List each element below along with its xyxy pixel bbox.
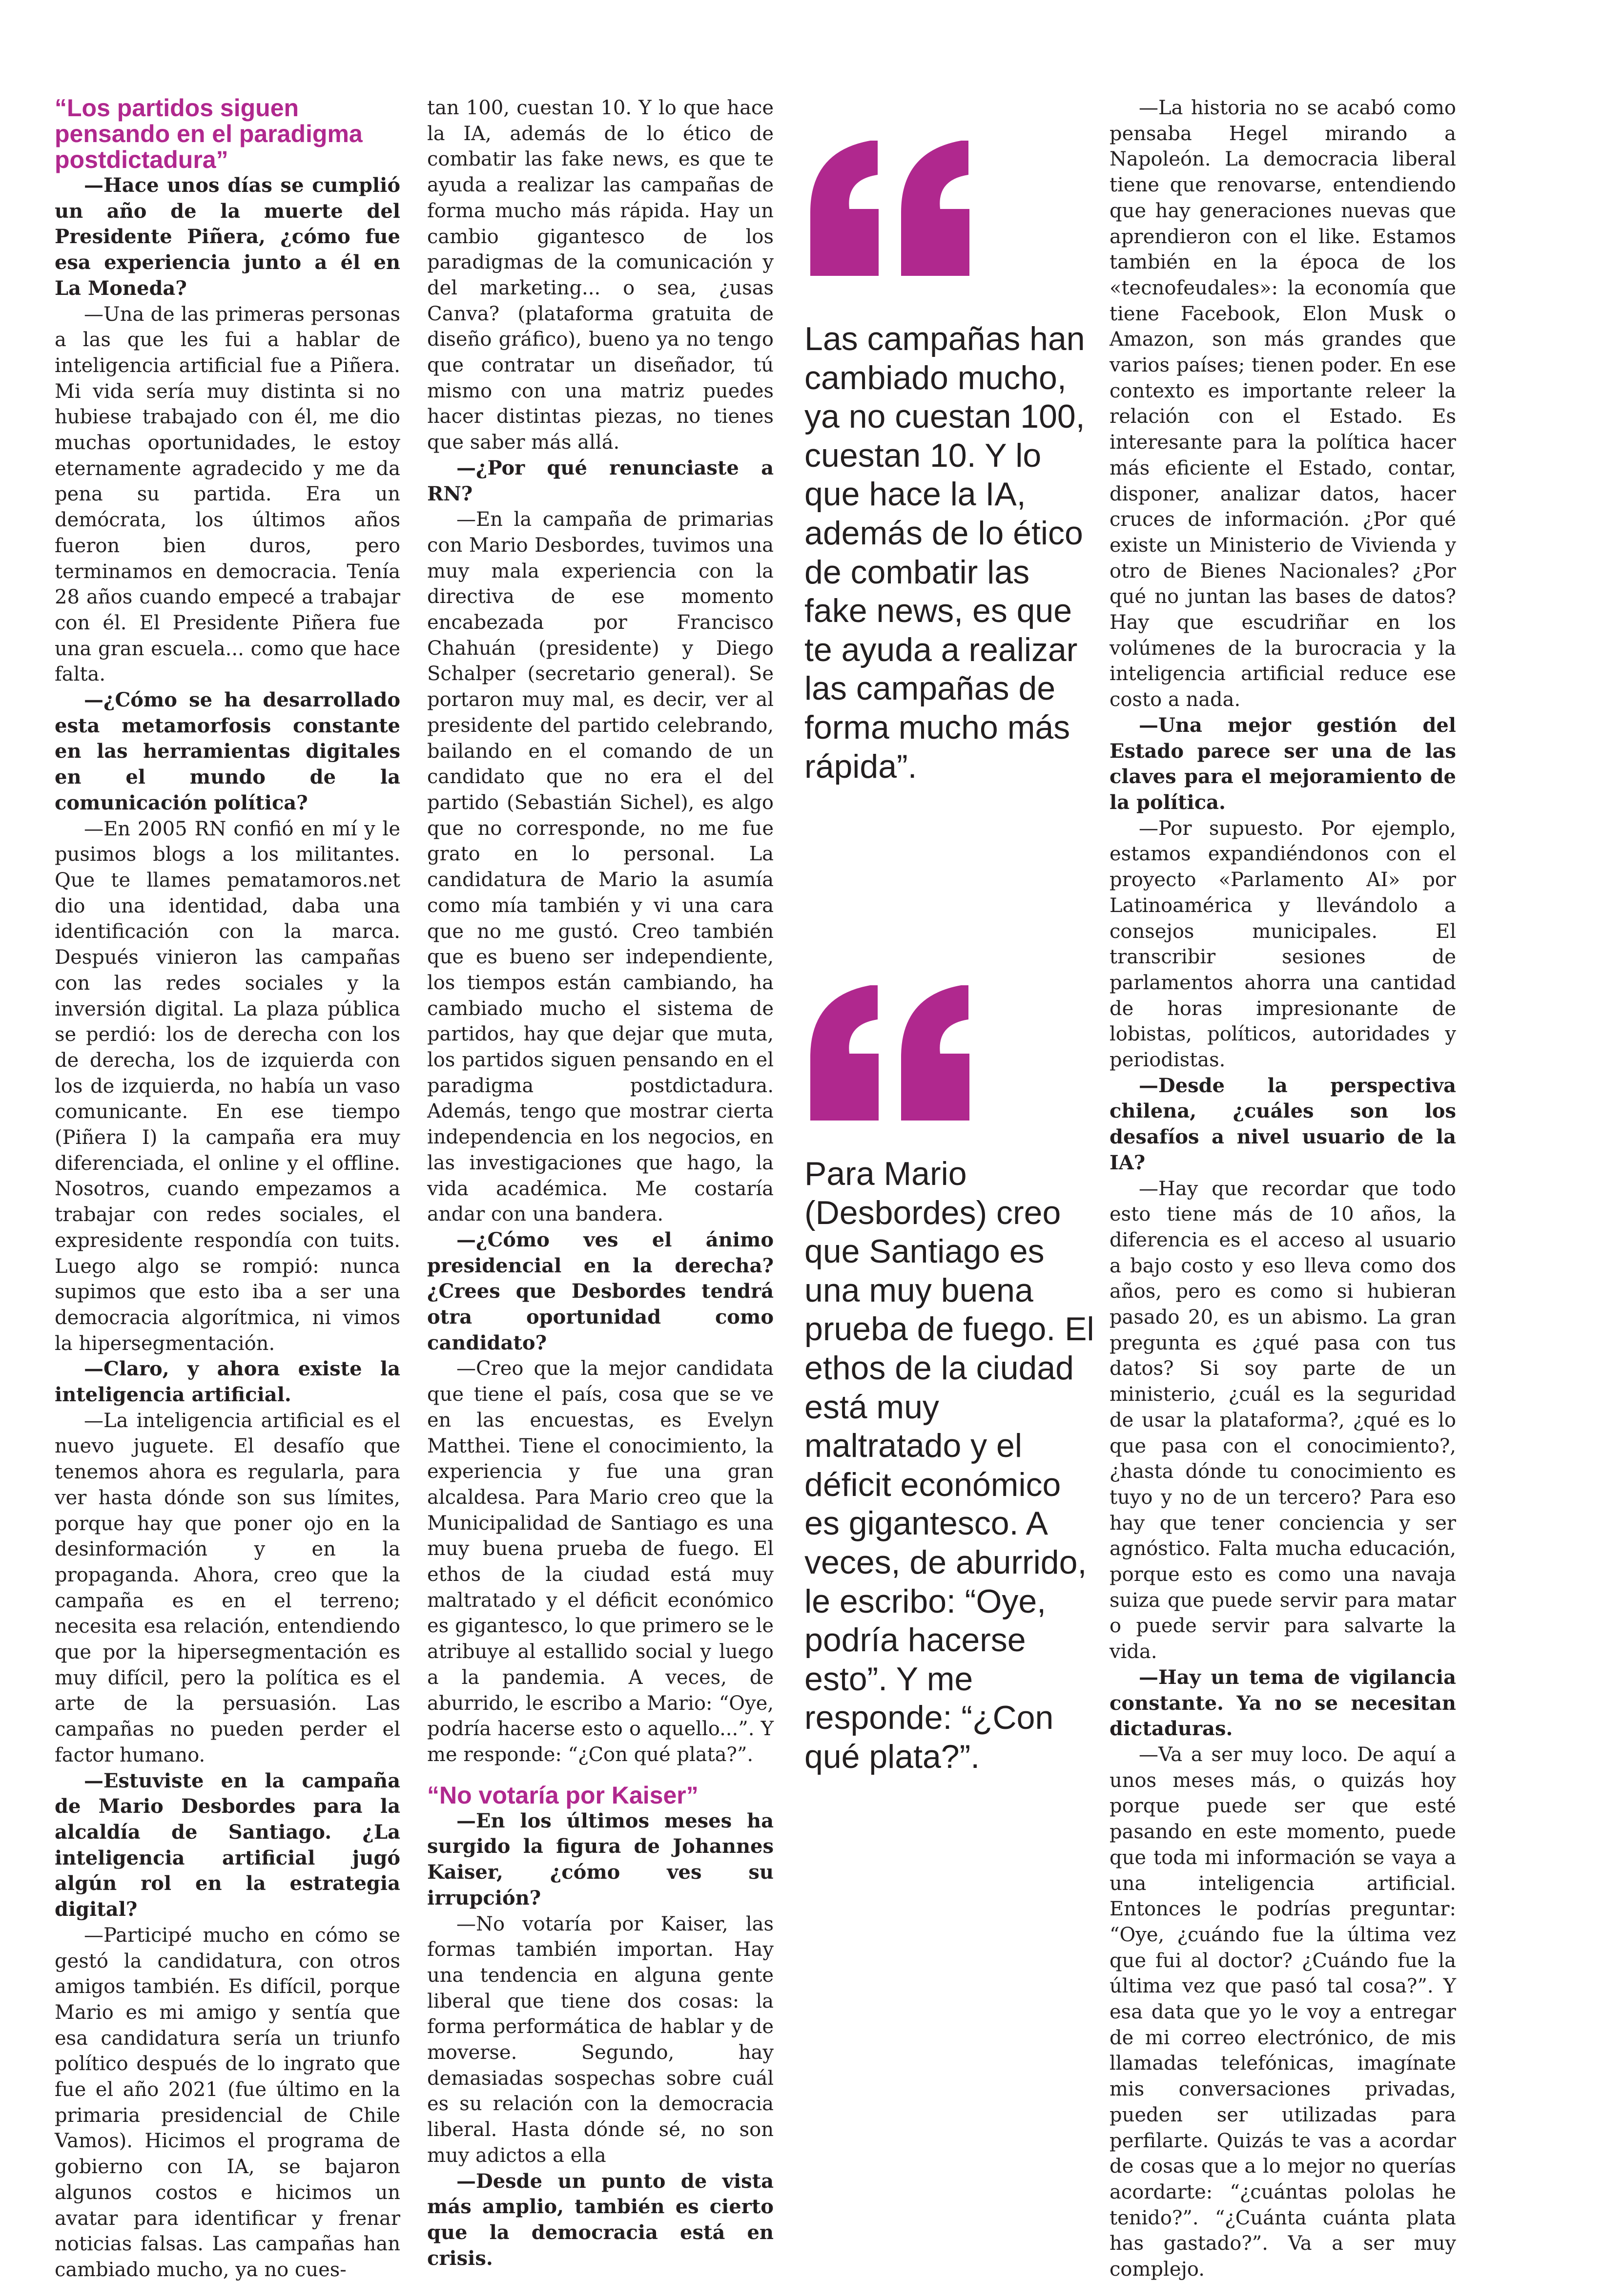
interview-question: —Claro, y ahora existe la inteligencia artificial. — [55, 1357, 400, 1407]
open-quote-icon — [804, 132, 1097, 281]
interview-question: —Desde la perspectiva chilena, ¿cuáles son los desafíos a nivel usuario de la IA? — [1110, 1074, 1456, 1174]
paragraph: —En la campaña de primarias con Mario Desbordes, tuvimos una muy mala experiencia con la directiva de ese momento encabezada por Francisco Chahuán (presidente) y Diego Schalper (secretario general). Se portaron muy mal, es decir, ver al presidente del partido celebrando, bailando en el comando de un candidato que no era el del partido (Sebastián Sichel), es algo que no corresponde, no me fue grato en lo personal. La candidatura de Mario la asumía como mía también y vi una cara que no me gustó. Creo también que es bueno ser independiente, los tiempos están cambiando, ha cambiado mucho el sistema de partidos, hay que dejar que muta, los partidos siguen pensando en el paradigma postdictadura. Además, tengo que mostrar cierta independencia en los negocios, en las investigaciones que hago, la vida académica. Me costaría andar con una bandera. — [427, 508, 774, 1226]
paragraph: —Participé mucho en cómo se gestó la candidatura, con otros amigos también. Es difícil, porque Mario es mi amigo y sentía que esa candidatura sería un triunfo político después de lo ingrato que fue el año 2021 (fue último en la primaria presidencial de Chile Vamos). Hicimos el programa de gobierno con IA, se bajaron algunos costos e hicimos un avatar para identificar y frenar noticias falsas. Las campañas han cambiado mucho, ya no cues- — [55, 1924, 400, 2281]
paragraph: tan 100, cuestan 10. Y lo que hace la IA, además de lo ético de combatir las fake news, es que te ayuda a realizar las campañas de forma mucho más rápida. Hay un cambio gigantesco de los paradigmas de la comunicación y del marketing... o sea, ¿usas Canva? (plataforma gratuita de diseño gráfico), bueno ya no tengo que contratar un diseñador, tú mismo con una matriz puedes hacer distintas piezas, no tienes que saber más allá. — [427, 97, 774, 454]
pull-quote-text: Para Mario (Desbordes) creo que Santiago es una muy buena prueba de fuego. El ethos de la ciudad está muy maltratado y el déficit económico es gigantesco. A veces, de aburrido, le escribo: “Oye, podría hacerse esto”. Y me responde: “¿Con qué plata?”. — [804, 1155, 1094, 1775]
column-2-body-bottom — [427, 1808, 774, 2272]
interview-question: —¿Por qué renunciaste a RN? — [427, 456, 774, 505]
paragraph: —Por supuesto. Por ejemplo, estamos expandiéndonos con el proyecto «Parlamento AI» por Latinoamérica y llevándolo a consejos municipales. El transcribir sesiones de parlamentos ahorra una cantidad de horas impresionante de lobistas, políticos, autoridades y periodistas. — [1110, 817, 1456, 1072]
interview-question: —Una mejor gestión del Estado parece ser una de las claves para el mejoramiento de la política. — [1110, 713, 1456, 814]
column-2-body-top — [427, 95, 774, 1768]
paragraph: —Hay que recordar que todo esto tiene más de 10 años, la diferencia es el acceso al usuario a bajo costo y eso lleva como dos años, pero es como si hubieran pasado 20, es un abismo. La gran pregunta es ¿qué pasa con tus datos? Si soy parte de un ministerio, ¿cuál es la seguridad de usar la plataforma?, ¿qué es lo que pasa con el conocimiento?, ¿hasta dónde tu conocimiento es tuyo y no de un tercero? Para eso hay que tener conciencia y ser agnóstico. Falta mucha educación, porque esto es como una navaja suiza que puede servir para matar o puede servir para salvarte la vida. — [1110, 1177, 1456, 1663]
article-column-1 — [55, 95, 400, 2283]
section-heading: “Los partidos siguen pensando en el paradigma postdictadura” — [55, 94, 363, 173]
paragraph: —La historia no se acabó como pensaba Hegel mirando a Napoleón. La democracia liberal tiene que renovarse, entendiendo que hay generaciones nuevas que aprendieron con el like. Estamos también en la época de los «tecnofeudales»: la economía que tiene Facebook, Elon Musk o Amazon, son más grandes que varios países; tienen poder. En ese contexto es importante releer la relación con el Estado. Es interesante para la política hacer más eficiente el Estado, contar, disponer, analizar datos, hacer cruces de información. ¿Por qué existe un Ministerio de Vivienda y otro de Bienes Nacionales? ¿Por qué no juntan las bases de datos? Hay que escudriñar en los volúmenes de la burocracia y la inteligencia artificial reduce ese costo a nada. — [1110, 97, 1456, 711]
paragraph: —Una de las primeras personas a las que les fui a hablar de inteligencia artificial fue a Piñera. Mi vida sería muy distinta si no hubiese trabajado con él, me dio muchas oportunidades, le estoy eternamente agradecido y me da pena su partida. Era un demócrata, los últimos años fueron bien duros, pero terminamos en democracia. Tenía 28 años cuando empecé a trabajar con él. El Presidente Piñera fue una gran escuela... como que hace falta. — [55, 303, 400, 686]
interview-question: —Hay un tema de vigilancia constante. Ya no se necesitan dictaduras. — [1110, 1665, 1456, 1741]
interview-question: —Hace unos días se cumplió un año de la muerte del Presidente Piñera, ¿cómo fue esa experiencia junto a él en La Moneda? — [55, 174, 400, 300]
paragraph: —En 2005 RN confió en mí y le pusimos blogs a los militantes. Que te llames pematamoros.net dio una identidad, daba una identificación con la marca. Después vinieron las campañas con las redes sociales y la inversión digital. La plaza pública se perdió: los de derecha con los de derecha, los de izquierda con los de izquierda, no había un vaso comunicante. En ese tiempo (Piñera I) la campaña era muy diferenciada, el online y el offline. Nosotros, cuando empezamos a trabajar con redes sociales, el expresidente respondía con tuits. Luego algo se rompió: nunca supimos que esto iba a ser una democracia algorítmica, ni vimos la hipersegmentación. — [55, 817, 400, 1355]
pull-quote-2 — [804, 976, 1097, 1777]
pull-quote-text: Las campañas han cambiado mucho, ya no cuestan 100, cuestan 10. Y lo que hace la IA, además de lo ético de combatir las fake news, es que te ayuda a realizar las campañas de forma mucho más rápida”. — [804, 320, 1085, 785]
article-column-4 — [1110, 95, 1456, 2283]
interview-question: —¿Cómo ves el ánimo presidencial en la derecha? ¿Crees que Desbordes tendrá otra oportunidad como candidato? — [427, 1228, 774, 1354]
interview-question: —¿Cómo se ha desarrollado esta metamorfosis constante en las herramientas digitales en el mundo de la comunicación política? — [55, 688, 400, 814]
column-4-body — [1110, 95, 1456, 2283]
interview-question: —Estuviste en la campaña de Mario Desbordes para la alcaldía de Santiago. ¿La inteligencia artificial jugó algún rol en la estrategia digital? — [55, 1769, 400, 1921]
paragraph: —No votaría por Kaiser, las formas también importan. Hay una tendencia en alguna gente liberal que tiene dos cosas: la forma performática de hablar y de moverse. Segundo, hay demasiadas sospechas sobre cuál es su relación con la democracia liberal. Hasta dónde sé, no son muy adictos a ella — [427, 1912, 774, 2167]
article-column-2 — [427, 95, 774, 2271]
paragraph: —Va a ser muy loco. De aquí a unos meses más, o quizás hoy porque puede ser que esté pasando en este momento, puede que toda mi información se vaya a una inteligencia artificial. Entonces le podrías preguntar: “Oye, ¿cuándo fue la última vez que fui al doctor? ¿Cuándo fue la última vez que pasó tal cosa?”. Y esa data que yo le voy a entregar de mi correo electrónico, de mis llamadas telefónicas, imagínate mis conversaciones privadas, pueden ser utilizadas para perfilarte. Quizás te vas a acordar de cosas que a lo mejor no querías acordarte: “¿cuántas pololas he tenido?”. “¿Cuánta cuánta plata has gastado?”. Va a ser muy complejo. — [1110, 1743, 1456, 2281]
interview-question: —En los últimos meses ha surgido la figura de Johannes Kaiser, ¿cómo ves su irrupción? — [427, 1809, 774, 1909]
section-heading-2: “No votaría por Kaiser” — [427, 1781, 699, 1809]
paragraph: —Creo que la mejor candidata que tiene el país, cosa que se ve en las encuestas, es Evelyn Matthei. Tiene el conocimiento, la experiencia y fue una gran alcaldesa. Para Mario creo que la Municipalidad de Santiago es una muy buena prueba de fuego. El ethos de la ciudad está muy maltratado y el déficit económico es gigantesco, lo que primero se le atribuye al estallido social y luego a la pandemia. A veces, de aburrido, le escribo a Mario: “Oye, podría hacerse esto o aquello...”. Y me responde: “¿Con qué plata?”. — [427, 1357, 774, 1766]
pull-quote-1 — [804, 132, 1097, 786]
open-quote-icon — [804, 976, 1097, 1125]
interview-question: —Desde un punto de vista más amplio, también es cierto que la democracia está en crisis. — [427, 2169, 774, 2270]
paragraph: —La inteligencia artificial es el nuevo juguete. El desafío que tenemos ahora es regularla, para ver hasta dónde son sus límites, porque hay que poner ojo en la desinformación y en la propaganda. Ahora, creo que la campaña es en el terreno; necesita esa relación, entendiendo que por la hipersegmentación es muy difícil, pero la política es el arte de la persuasión. Las campañas no pueden perder el factor humano. — [55, 1409, 400, 1766]
column-1-body — [55, 173, 400, 2283]
